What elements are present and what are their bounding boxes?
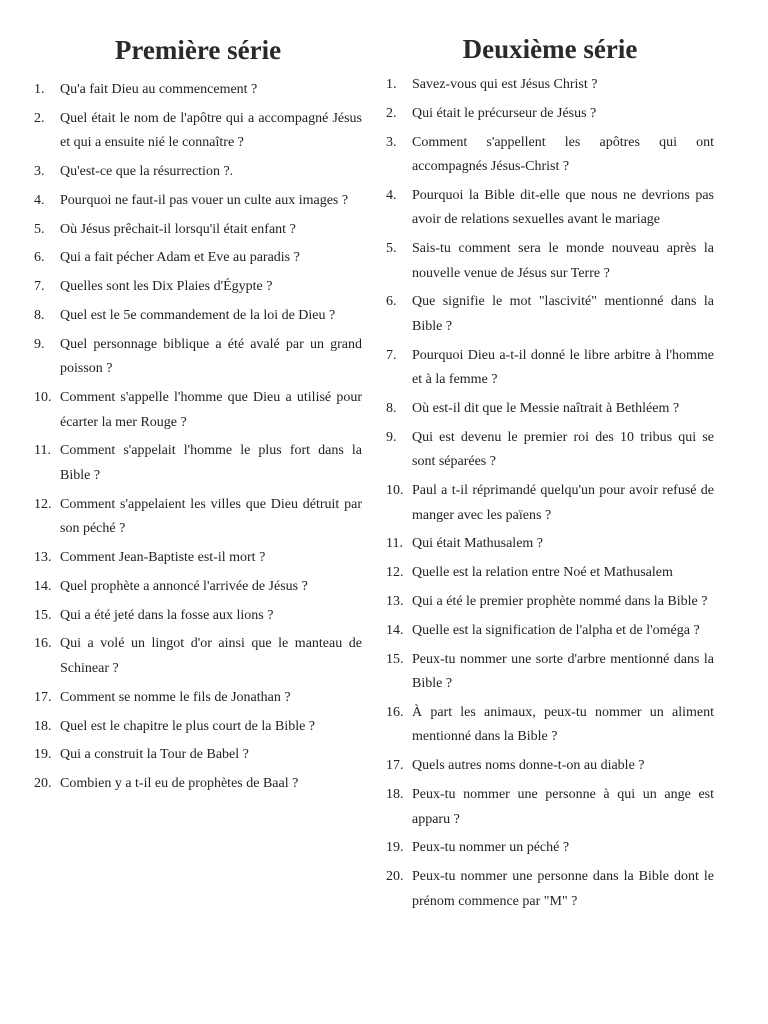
question-number: 4. <box>34 192 45 208</box>
question-text: Qui était Mathusalem ? <box>412 536 544 552</box>
question-item <box>386 131 714 180</box>
question-number: 3. <box>34 164 45 180</box>
question-text: Quel était le nom de l'apôtre qui a accompagné Jésus et qui a ensuite nié le connaître ? <box>60 110 362 151</box>
question-number: 2. <box>386 105 397 121</box>
first-series-question-list <box>34 78 362 797</box>
question-number: 4. <box>386 187 397 203</box>
question-number: 12. <box>386 565 404 581</box>
question-item <box>34 743 362 768</box>
question-number: 1. <box>386 77 397 92</box>
question-number: 9. <box>34 336 45 352</box>
second-series-column <box>386 29 714 918</box>
question-number: 12. <box>34 496 52 512</box>
question-text: Quels autres noms donne-t-on au diable ? <box>412 758 645 774</box>
question-text: Comment s'appelle l'homme que Dieu a utilisé pour écarter la mer Rouge ? <box>60 390 362 430</box>
question-text: Peux-tu nommer une personne à qui un ange est apparu ? <box>412 787 714 827</box>
question-item <box>386 290 714 339</box>
question-number: 10. <box>34 390 52 406</box>
question-item <box>386 479 714 528</box>
question-item <box>34 218 362 243</box>
second-series-title: Deuxième série <box>462 34 638 64</box>
question-number: 9. <box>386 429 397 445</box>
question-text: Qui a volé un lingot d'or ainsi que le manteau de Schinear ? <box>60 636 362 676</box>
question-text: Quelle est la relation entre Noé et Mathusalem <box>412 565 673 581</box>
question-text: Où est-il dit que le Messie naîtrait à Bethléem ? <box>412 401 680 417</box>
question-number: 3. <box>386 134 397 150</box>
question-item <box>34 493 362 542</box>
question-text: Qui est devenu le premier roi des 10 tribus qui se sont séparées ? <box>412 429 714 470</box>
question-number: 19. <box>386 840 404 856</box>
question-text: Comment s'appelaient les villes que Dieu détruit par son péché ? <box>60 496 362 537</box>
question-number: 13. <box>34 550 52 566</box>
question-text: Peux-tu nommer une sorte d'arbre mentionné dans la Bible ? <box>412 651 714 692</box>
question-item <box>386 73 714 98</box>
question-text: Que signifie le mot "lascivité" mentionné dans la Bible ? <box>412 294 714 334</box>
question-item <box>386 783 714 832</box>
question-text: Quel est le 5e commandement de la loi de Dieu ? <box>60 308 336 324</box>
question-text: Peux-tu nommer un péché ? <box>412 840 570 856</box>
question-number: 5. <box>34 221 45 237</box>
question-number: 19. <box>34 747 52 763</box>
question-text: Pourquoi Dieu a-t-il donné le libre arbitre à l'homme et à la femme ? <box>412 347 714 388</box>
question-text: Peux-tu nommer une personne dans la Bible dont le prénom commence par "M" ? <box>412 869 714 909</box>
question-item <box>386 648 714 697</box>
question-text: Comment se nomme le fils de Jonathan ? <box>60 689 291 705</box>
question-number: 17. <box>386 758 404 774</box>
question-item <box>34 632 362 681</box>
question-number: 16. <box>34 636 52 652</box>
question-item <box>386 619 714 644</box>
question-text: Combien y a t-il eu de prophètes de Baal ? <box>60 776 299 792</box>
question-number: 2. <box>34 110 45 126</box>
question-number: 8. <box>386 401 397 417</box>
question-item <box>34 160 362 185</box>
question-text: Qu'a fait Dieu au commencement ? <box>60 82 258 97</box>
question-item <box>34 686 362 711</box>
question-item <box>386 102 714 127</box>
question-text: Quel est le chapitre le plus court de la Bible ? <box>60 718 316 734</box>
question-number: 20. <box>386 869 404 885</box>
second-series-question-list <box>386 73 714 914</box>
question-text: Pourquoi ne faut-il pas vouer un culte aux images ? <box>60 192 349 208</box>
question-text: Qui était le précurseur de Jésus ? <box>412 105 597 121</box>
question-item <box>34 439 362 488</box>
question-number: 16. <box>386 704 404 720</box>
question-item <box>34 275 362 300</box>
question-item <box>386 532 714 557</box>
question-item <box>386 561 714 586</box>
question-item <box>34 715 362 740</box>
question-text: Où Jésus prêchait-il lorsqu'il était enfant ? <box>60 221 296 237</box>
question-item <box>34 575 362 600</box>
question-text: Comment Jean-Baptiste est-il mort ? <box>60 550 266 566</box>
question-item <box>34 333 362 382</box>
question-number: 20. <box>34 776 52 792</box>
question-number: 6. <box>386 294 397 310</box>
question-number: 17. <box>34 689 52 705</box>
question-text: Sais-tu comment sera le monde nouveau après la nouvelle venue de Jésus sur Terre ? <box>412 241 714 281</box>
question-number: 13. <box>386 594 404 610</box>
question-text: Quel prophète a annoncé l'arrivée de Jésus ? <box>60 578 308 594</box>
question-text: Comment s'appellent les apôtres qui ont accompagnés Jésus-Christ ? <box>412 134 714 175</box>
question-number: 6. <box>34 250 45 266</box>
question-item <box>386 865 714 914</box>
question-item <box>34 604 362 629</box>
question-text: Pourquoi la Bible dit-elle que nous ne devrions pas avoir de relations sexuelles avant le mariage <box>412 187 714 228</box>
question-item <box>34 386 362 435</box>
question-text: Quel personnage biblique a été avalé par un grand poisson ? <box>60 336 362 377</box>
question-text: Paul a t-il réprimandé quelqu'un pour avoir refusé de manger avec les païens ? <box>412 483 714 523</box>
question-number: 5. <box>386 241 397 257</box>
question-text: Qui a fait pécher Adam et Eve au paradis ? <box>60 250 300 266</box>
question-text: Qui a construit la Tour de Babel ? <box>60 747 249 763</box>
question-number: 1. <box>34 82 45 97</box>
question-item <box>386 754 714 779</box>
question-item <box>34 78 362 103</box>
question-number: 7. <box>34 279 45 295</box>
question-item <box>34 304 362 329</box>
question-item <box>34 189 362 214</box>
question-item <box>34 246 362 271</box>
question-item <box>34 107 362 156</box>
question-item <box>386 590 714 615</box>
question-item <box>386 344 714 393</box>
question-number: 15. <box>34 607 52 623</box>
question-item <box>386 701 714 750</box>
question-number: 7. <box>386 347 397 363</box>
question-item <box>386 184 714 233</box>
question-number: 10. <box>386 483 404 499</box>
question-text: Qui a été jeté dans la fosse aux lions ? <box>60 607 274 623</box>
question-text: Comment s'appelait l'homme le plus fort dans la Bible ? <box>60 443 362 483</box>
question-number: 8. <box>34 308 45 324</box>
question-text: Quelle est la signification de l'alpha et de l'oméga ? <box>412 622 700 638</box>
question-item <box>34 546 362 571</box>
question-number: 18. <box>386 787 404 803</box>
question-number: 15. <box>386 651 404 667</box>
question-number: 18. <box>34 718 52 734</box>
question-text: À part les animaux, peux-tu nommer un aliment mentionné dans la Bible ? <box>412 704 714 745</box>
question-number: 11. <box>34 443 51 459</box>
question-item <box>34 772 362 797</box>
question-number: 11. <box>386 536 403 552</box>
first-series-column <box>34 30 362 801</box>
question-text: Quelles sont les Dix Plaies d'Égypte ? <box>60 279 273 295</box>
question-item <box>386 426 714 475</box>
question-text: Qu'est-ce que la résurrection ?. <box>60 164 234 180</box>
question-text: Qui a été le premier prophète nommé dans la Bible ? <box>412 594 708 610</box>
question-text: Savez-vous qui est Jésus Christ ? <box>412 77 598 92</box>
first-series-title: Première série <box>114 35 282 65</box>
question-item <box>386 237 714 286</box>
question-number: 14. <box>386 622 404 638</box>
question-item <box>386 397 714 422</box>
question-number: 14. <box>34 578 52 594</box>
question-item <box>386 836 714 861</box>
